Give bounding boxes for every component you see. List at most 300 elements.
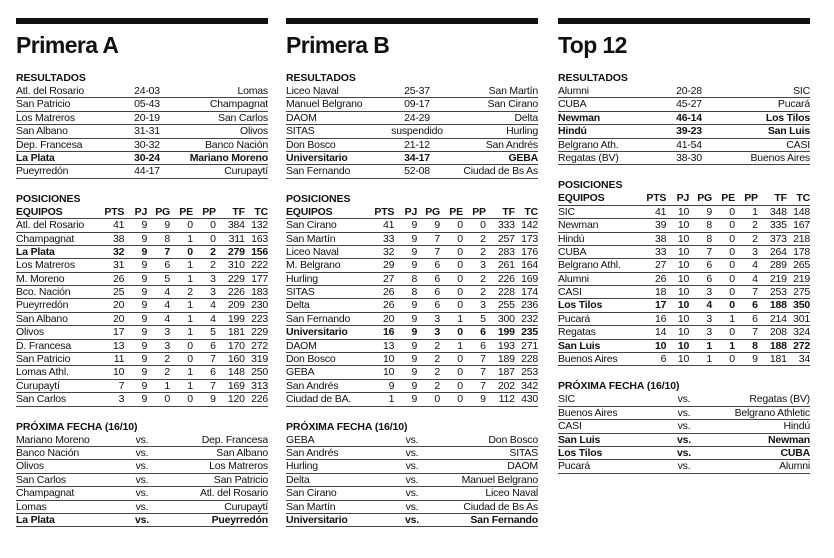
stat-cell: 9 <box>752 353 758 366</box>
column-primera-a <box>16 18 268 527</box>
stat-cell: 26 <box>382 286 395 299</box>
score: 46-14 <box>676 111 702 124</box>
stat-cell: 41 <box>654 205 667 218</box>
result-row <box>16 152 268 165</box>
away-team: Liceo Naval <box>485 487 538 500</box>
team-name: Atl. del Rosario <box>16 219 84 232</box>
stat-cell: 9 <box>411 245 418 258</box>
away-team: DAOM <box>507 460 538 473</box>
home-team: GEBA <box>286 433 315 446</box>
home-team: Newman <box>558 111 600 124</box>
stat-cell: 9 <box>411 232 418 245</box>
stat-cell: 250 <box>251 366 268 379</box>
stat-cell: 33 <box>654 245 667 258</box>
result-row <box>16 165 268 178</box>
stat-cell: 176 <box>521 245 538 258</box>
team-name: CASI <box>558 286 582 299</box>
home-team: Dep. Francesa <box>16 138 83 151</box>
stat-cell: 32 <box>112 245 125 258</box>
stat-cell: 0 <box>457 366 463 379</box>
standings-row <box>16 313 268 326</box>
stat-cell: 4 <box>164 299 171 312</box>
standings-row <box>286 299 538 312</box>
stat-cell: 6 <box>706 272 713 285</box>
home-team: Buenos Aires <box>558 406 618 419</box>
stat-cell: 7 <box>164 245 171 258</box>
result-row <box>286 112 538 125</box>
stat-cell: 4 <box>752 272 758 285</box>
away-team: Mariano Moreno <box>189 151 268 164</box>
score: 39-23 <box>676 125 702 138</box>
stat-cell: 6 <box>660 353 667 366</box>
stat-cell: 193 <box>497 339 515 352</box>
stat-cell: 226 <box>227 286 245 299</box>
stat-cell: 257 <box>497 232 515 245</box>
stat-cell: 0 <box>457 286 463 299</box>
standings-row <box>558 326 810 339</box>
away-team: CASI <box>786 138 810 151</box>
stat-cell: 17 <box>112 326 125 339</box>
away-team: Ciudad de Bs As <box>463 165 538 178</box>
stat-cell: 7 <box>210 353 216 366</box>
versus: vs. <box>405 433 419 446</box>
column-primera-b <box>286 18 538 527</box>
stat-cell: 20 <box>382 312 395 325</box>
home-team: Universitario <box>286 151 348 164</box>
stat-cell: 187 <box>497 366 515 379</box>
stat-cell: 16 <box>654 312 667 325</box>
fixture-row <box>286 447 538 460</box>
result-row <box>16 98 268 111</box>
stat-cell: 9 <box>411 312 418 325</box>
results-heading: RESULTADOS <box>16 72 86 84</box>
column-header: EQUIPOS <box>16 205 63 218</box>
stat-cell: 0 <box>187 219 193 232</box>
stat-cell: 9 <box>141 272 148 285</box>
away-team: GEBA <box>508 151 538 164</box>
stat-cell: 2 <box>480 272 486 285</box>
away-team: Hindú <box>783 420 810 433</box>
stat-cell: 2 <box>434 353 441 366</box>
stat-cell: 8 <box>752 339 758 352</box>
standings-header <box>558 192 810 205</box>
standings-row <box>558 286 810 299</box>
stat-cell: 163 <box>251 232 268 245</box>
stat-cell: 0 <box>457 272 463 285</box>
away-team: San Carlos <box>218 111 268 124</box>
fixtures-heading: PRÓXIMA FECHA (16/10) <box>558 380 680 393</box>
team-name: San Carlos <box>16 393 66 406</box>
column-header: EQUIPOS <box>286 205 333 218</box>
result-row <box>286 165 538 178</box>
stat-cell: 209 <box>227 299 245 312</box>
standings-row <box>16 366 268 379</box>
stat-cell: 18 <box>654 286 667 299</box>
away-team: Dep. Francesa <box>201 433 268 446</box>
stat-cell: 219 <box>793 272 810 285</box>
away-team: Curupaytí <box>224 165 268 178</box>
standings-row <box>286 340 538 353</box>
column-header: PTS <box>374 205 395 218</box>
column-header: TC <box>796 192 810 205</box>
result-row <box>558 139 810 152</box>
stat-cell: 0 <box>480 219 486 232</box>
stat-cell: 0 <box>729 299 735 312</box>
stat-cell: 6 <box>480 339 486 352</box>
score: 45-27 <box>676 98 702 111</box>
fixture-row <box>16 460 268 473</box>
team-name: Bco. Nación <box>16 286 71 299</box>
stat-cell: 223 <box>251 312 268 325</box>
away-team: San Luis <box>767 125 810 138</box>
stat-cell: 10 <box>677 232 690 245</box>
stat-cell: 1 <box>187 312 193 325</box>
stat-cell: 7 <box>210 379 216 392</box>
result-row <box>558 125 810 138</box>
top-rule <box>16 18 268 24</box>
away-team: Olivos <box>240 125 268 138</box>
stat-cell: 348 <box>769 205 787 218</box>
away-team: San Cirano <box>487 98 538 111</box>
stat-cell: 208 <box>769 326 787 339</box>
fixture-row <box>286 487 538 500</box>
stat-cell: 181 <box>769 353 787 366</box>
stat-cell: 3 <box>480 299 486 312</box>
column-header: PE <box>449 205 463 218</box>
away-team: Pucará <box>777 98 810 111</box>
stat-cell: 0 <box>457 353 463 366</box>
stat-cell: 253 <box>521 366 538 379</box>
score: 30-24 <box>134 151 160 164</box>
stat-cell: 33 <box>382 232 395 245</box>
stat-cell: 2 <box>164 366 171 379</box>
home-team: Champagnat <box>16 487 75 500</box>
home-team: Hurling <box>286 460 318 473</box>
stat-cell: 3 <box>706 286 713 299</box>
team-name: Hindú <box>558 232 585 245</box>
stat-cell: 6 <box>752 299 758 312</box>
stat-cell: 6 <box>434 272 441 285</box>
stat-cell: 0 <box>729 205 735 218</box>
stat-cell: 34 <box>798 353 810 366</box>
score: 52-08 <box>404 165 430 178</box>
stat-cell: 2 <box>210 259 216 272</box>
stat-cell: 9 <box>141 286 148 299</box>
stat-cell: 4 <box>210 299 216 312</box>
stat-cell: 3 <box>164 339 171 352</box>
stat-cell: 0 <box>457 379 463 392</box>
standings-row <box>286 366 538 379</box>
positions-heading: POSICIONES <box>16 192 81 205</box>
stat-cell: 9 <box>411 299 418 312</box>
home-team: Los Tilos <box>558 446 603 459</box>
stat-cell: 1 <box>187 232 193 245</box>
stat-cell: 1 <box>187 259 193 272</box>
stat-cell: 20 <box>112 312 125 325</box>
team-name: M. Moreno <box>16 272 65 285</box>
stat-cell: 335 <box>769 219 787 232</box>
stat-cell: 9 <box>141 299 148 312</box>
standings-row <box>558 206 810 219</box>
team-name: San Cirano <box>286 219 337 232</box>
team-name: Newman <box>558 219 599 232</box>
stat-cell: 9 <box>411 366 418 379</box>
column-header: PP <box>472 205 486 218</box>
stat-cell: 169 <box>521 272 538 285</box>
stat-cell: 38 <box>112 232 125 245</box>
column-header: PG <box>425 205 441 218</box>
stat-cell: 2 <box>164 353 171 366</box>
column-header: PP <box>744 192 758 205</box>
stat-cell: 26 <box>112 272 125 285</box>
result-row <box>286 152 538 165</box>
stat-cell: 9 <box>141 353 148 366</box>
results-list <box>558 85 810 165</box>
versus: vs. <box>404 513 419 526</box>
standings-row <box>558 299 810 312</box>
stat-cell: 177 <box>251 272 268 285</box>
result-row <box>558 112 810 125</box>
stat-cell: 120 <box>227 393 245 406</box>
away-team: San Albano <box>216 446 268 459</box>
fixture-row <box>16 447 268 460</box>
versus: vs. <box>676 446 691 459</box>
stat-cell: 2 <box>480 286 486 299</box>
standings-row <box>286 326 538 339</box>
score: 09-17 <box>404 98 430 111</box>
standings-row <box>558 259 810 272</box>
results-list <box>286 85 538 179</box>
home-team: Delta <box>286 473 310 486</box>
away-team: Los Matreros <box>209 460 268 473</box>
stat-cell: 188 <box>769 339 787 352</box>
stat-cell: 9 <box>411 393 418 406</box>
home-team: Alumni <box>558 85 589 97</box>
stat-cell: 13 <box>112 339 125 352</box>
team-name: CUBA <box>558 245 587 258</box>
stat-cell: 324 <box>793 326 810 339</box>
stat-cell: 272 <box>793 339 810 352</box>
stat-cell: 283 <box>497 245 515 258</box>
score: 44-17 <box>134 165 160 178</box>
stat-cell: 7 <box>480 379 486 392</box>
stat-cell: 253 <box>769 286 787 299</box>
stat-cell: 0 <box>457 245 463 258</box>
results-heading: RESULTADOS <box>286 72 356 84</box>
versus: vs. <box>134 513 149 526</box>
home-team: Regatas (BV) <box>558 151 619 164</box>
stat-cell: 1 <box>187 366 193 379</box>
home-team: San Carlos <box>16 473 66 486</box>
stat-cell: 1 <box>457 339 463 352</box>
stat-cell: 7 <box>706 245 713 258</box>
stat-cell: 333 <box>497 219 515 232</box>
stat-cell: 261 <box>497 259 515 272</box>
stat-cell: 0 <box>434 393 441 406</box>
stat-cell: 183 <box>251 286 268 299</box>
standings-row <box>558 273 810 286</box>
stat-cell: 3 <box>210 272 216 285</box>
stat-cell: 8 <box>164 232 171 245</box>
stat-cell: 2 <box>752 219 758 232</box>
stat-cell: 10 <box>677 219 690 232</box>
team-name: Liceo Naval <box>286 245 339 258</box>
versus: vs. <box>135 473 149 486</box>
score: 24-29 <box>404 111 430 124</box>
fixture-row <box>286 474 538 487</box>
home-team: CUBA <box>558 98 587 111</box>
stat-cell: 1 <box>729 339 735 352</box>
stat-cell: 26 <box>654 272 667 285</box>
stat-cell: 264 <box>769 245 787 258</box>
stat-cell: 9 <box>706 205 713 218</box>
fixtures-list <box>16 434 268 528</box>
stat-cell: 170 <box>227 339 245 352</box>
stat-cell: 189 <box>497 353 515 366</box>
column-header: TF <box>232 205 245 218</box>
stat-cell: 169 <box>227 379 245 392</box>
fixtures-list <box>558 393 810 473</box>
team-name: Los Matreros <box>16 259 75 272</box>
home-team: Mariano Moreno <box>16 433 90 446</box>
away-team: SIC <box>793 85 810 97</box>
team-name: Pucará <box>558 312 591 325</box>
stat-cell: 1 <box>187 299 193 312</box>
fixture-row <box>286 434 538 447</box>
team-name: GEBA <box>286 366 315 379</box>
stat-cell: 271 <box>521 339 538 352</box>
fixtures-heading: PRÓXIMA FECHA (16/10) <box>286 420 408 433</box>
section-title: Top 12 <box>558 32 627 58</box>
stat-cell: 188 <box>769 299 787 312</box>
team-name: Olivos <box>16 326 44 339</box>
stat-cell: 7 <box>480 353 486 366</box>
standings-row <box>286 273 538 286</box>
stat-cell: 228 <box>521 353 538 366</box>
away-team: Alumni <box>779 460 810 473</box>
stat-cell: 6 <box>210 339 216 352</box>
stat-cell: 289 <box>769 259 787 272</box>
stat-cell: 6 <box>706 259 713 272</box>
stat-cell: 9 <box>411 259 418 272</box>
team-name: Pueyrredón <box>16 299 69 312</box>
versus: vs. <box>135 460 149 473</box>
stat-cell: 0 <box>457 326 463 339</box>
column-header: TF <box>502 205 515 218</box>
team-name: Belgrano Athl. <box>558 259 621 272</box>
versus: vs. <box>405 500 419 513</box>
stat-cell: 272 <box>251 339 268 352</box>
away-team: Delta <box>514 111 538 124</box>
standings-row <box>16 326 268 339</box>
result-row <box>558 85 810 98</box>
team-name: Regatas <box>558 326 596 339</box>
stat-cell: 1 <box>457 312 463 325</box>
stat-cell: 9 <box>411 219 418 232</box>
versus: vs. <box>135 500 149 513</box>
versus: vs. <box>405 460 419 473</box>
fixture-row <box>16 514 268 527</box>
away-team: San Martín <box>488 85 538 97</box>
stat-cell: 2 <box>187 286 193 299</box>
standings-row <box>16 286 268 299</box>
fixtures-list <box>286 434 538 528</box>
stat-cell: 319 <box>251 353 268 366</box>
home-team: Don Bosco <box>286 138 336 151</box>
stat-cell: 0 <box>729 259 735 272</box>
standings-row <box>558 313 810 326</box>
stat-cell: 10 <box>677 353 690 366</box>
stat-cell: 10 <box>677 339 690 352</box>
stat-cell: 2 <box>434 339 441 352</box>
stat-cell: 9 <box>141 339 148 352</box>
stat-cell: 9 <box>210 393 216 406</box>
versus: vs. <box>135 487 149 500</box>
result-row <box>558 98 810 111</box>
standings-row <box>558 246 810 259</box>
stat-cell: 174 <box>521 286 538 299</box>
stat-cell: 4 <box>164 286 171 299</box>
standings-header <box>286 206 538 219</box>
away-team: Regatas (BV) <box>749 393 810 406</box>
stat-cell: 0 <box>457 299 463 312</box>
stat-cell: 10 <box>677 286 690 299</box>
stat-cell: 6 <box>480 326 486 339</box>
home-team: Manuel Belgrano <box>286 98 363 111</box>
stat-cell: 26 <box>382 299 395 312</box>
result-row <box>16 85 268 98</box>
score: 21-12 <box>404 138 430 151</box>
stat-cell: 0 <box>457 232 463 245</box>
stat-cell: 11 <box>113 353 125 366</box>
home-team: San Cirano <box>286 487 337 500</box>
stat-cell: 38 <box>654 232 667 245</box>
versus: vs. <box>677 406 691 419</box>
fixture-row <box>558 460 810 473</box>
team-name: San Martín <box>286 232 336 245</box>
stat-cell: 373 <box>769 232 787 245</box>
stat-cell: 6 <box>752 312 758 325</box>
stat-cell: 173 <box>521 232 538 245</box>
stat-cell: 9 <box>411 353 418 366</box>
stat-cell: 0 <box>457 259 463 272</box>
score: 31-31 <box>134 125 160 138</box>
standings-row <box>16 380 268 393</box>
stat-cell: 1 <box>187 272 193 285</box>
stat-cell: 214 <box>769 312 787 325</box>
fixture-row <box>16 474 268 487</box>
result-row <box>286 139 538 152</box>
away-team: Banco Nación <box>205 138 268 151</box>
stat-cell: 5 <box>480 312 486 325</box>
standings-row <box>16 340 268 353</box>
score: suspendido <box>391 125 443 138</box>
stat-cell: 0 <box>457 219 463 232</box>
column-header: EQUIPOS <box>558 192 605 205</box>
stat-cell: 3 <box>752 245 758 258</box>
fixture-row <box>558 393 810 406</box>
stat-cell: 17 <box>654 299 667 312</box>
team-name: Lomas Athl. <box>16 366 69 379</box>
stat-cell: 9 <box>411 326 418 339</box>
standings-row <box>286 246 538 259</box>
result-row <box>558 152 810 165</box>
score: 20-28 <box>676 85 702 97</box>
standings-row <box>286 380 538 393</box>
stat-cell: 226 <box>251 393 268 406</box>
column-header: PJ <box>134 205 148 218</box>
home-team: San Andrés <box>286 446 339 459</box>
